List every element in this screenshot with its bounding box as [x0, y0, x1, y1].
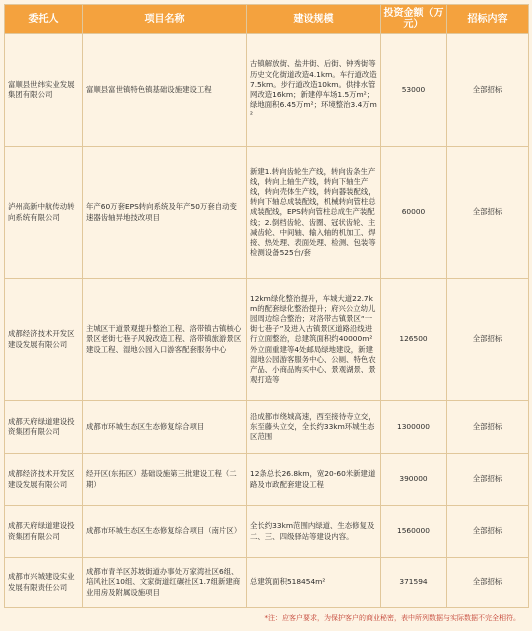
cell-scope: 12条总长26.8km，宽20-60米新建道路及市政配套建设工程 — [247, 454, 381, 506]
header-scope: 建设规模 — [247, 5, 381, 34]
header-client: 委托人 — [5, 5, 83, 34]
cell-amount: 1560000 — [381, 506, 447, 558]
cell-bid: 全部招标 — [447, 454, 529, 506]
table-row — [5, 147, 529, 279]
cell-client: 成都经济技术开发区建设发展有限公司 — [5, 279, 83, 401]
cell-bid: 全部招标 — [447, 558, 529, 608]
cell-project: 成都市环城生态区生态修复综合项目 — [83, 401, 247, 454]
cell-scope: 沿成都市绕城高速，西至接待寺立交，东至藤头立交，全长约33km环城生态区范围 — [247, 401, 381, 454]
cell-bid: 全部招标 — [447, 401, 529, 454]
cell-amount: 390000 — [381, 454, 447, 506]
cell-client: 成都市兴城建设实业发展有限责任公司 — [5, 558, 83, 608]
header-project: 项目名称 — [83, 5, 247, 34]
cell-project: 主城区干道景观提升整治工程、洛带镇古镇核心景区老街七巷子风貌改造工程、洛带镇旅游景区建设工程、湿地公园入口游客配套服务中心 — [83, 279, 247, 401]
cell-scope: 全长约33km范围内绿道、生态修复及二、三、四级驿站等建设内容。 — [247, 506, 381, 558]
cell-project: 经开区(东拓区）基础设施第三批建设工程（二期） — [83, 454, 247, 506]
project-table — [4, 4, 529, 608]
cell-amount: 371594 — [381, 558, 447, 608]
cell-bid: 全部招标 — [447, 506, 529, 558]
cell-client: 成都天府绿道建设投资集团有限公司 — [5, 401, 83, 454]
table-row — [5, 558, 529, 608]
cell-bid: 全部招标 — [447, 147, 529, 279]
cell-scope: 新建1.转向齿轮生产线，转向齿条生产线，转向上轴生产线，转向下轴生产线，转向壳体生产线，转向器装配线，转向下轴总成装配线，机械转向管柱总成装配线，EPS转向管柱总成生产装配线；2.倒档齿轮、齿圈、冠状齿轮、主减齿轮、中间轴、输入轴的机加工、焊接、热处理、表面处理、检测、包装等检测设备525台/套 — [247, 147, 381, 279]
cell-client: 成都天府绿道建设投资集团有限公司 — [5, 506, 83, 558]
document-page — [4, 4, 528, 623]
cell-amount: 53000 — [381, 34, 447, 147]
cell-client: 成都经济技术开发区建设发展有限公司 — [5, 454, 83, 506]
cell-amount: 126500 — [381, 279, 447, 401]
cell-scope: 总建筑面积518454m² — [247, 558, 381, 608]
table-row — [5, 401, 529, 454]
cell-client: 富顺县世纬实业发展集团有限公司 — [5, 34, 83, 147]
cell-amount: 60000 — [381, 147, 447, 279]
footnote: *注：应客户要求，为保护客户的商业秘密，表中所列数据与实际数据不完全相符。 — [264, 614, 520, 622]
cell-project: 富顺县富世镇特色镇基础设施建设工程 — [83, 34, 247, 147]
table-row — [5, 506, 529, 558]
cell-amount: 1300000 — [381, 401, 447, 454]
cell-bid: 全部招标 — [447, 279, 529, 401]
cell-scope: 古镇解放街、盐井街、后街、钟秀街等历史文化街道改造4.1km。车行道改造7.5km。步行道改造10km。供排水管网改造16km；新建停车场1.5万m²；绿地面积6.45万m²；环境整治3.4万m² — [247, 34, 381, 147]
table-header-row — [5, 5, 529, 34]
cell-scope: 12km绿化整治提升，车城大道22.7km的配套绿化整治提升；府兴公立幼儿园周边综合整治；对洛带古镇景区“一街七巷子”及进入古镇景区道路沿线进行立面整治，总建筑面积约40000m²外立面重建等4处邮局绿地建设，新建湿地公园游客服务中心、公厕、特色农产品、小商品购买中心、景观湖景、景观打造等 — [247, 279, 381, 401]
cell-bid: 全部招标 — [447, 34, 529, 147]
table-row — [5, 454, 529, 506]
cell-client: 泸州高新中航传动转向系统有限公司 — [5, 147, 83, 279]
cell-project: 成都市环城生态区生态修复综合项目（南片区） — [83, 506, 247, 558]
table-row — [5, 34, 529, 147]
cell-project: 成都市青羊区苏坡街道办事处万家湾社区6组、培风社区10组、文家街道红碾社区1.7组新建商业用房及附属设施项目 — [83, 558, 247, 608]
cell-project: 年产60万套EPS转向系统及年产50万套自动变速器齿轴异地技改项目 — [83, 147, 247, 279]
table-row — [5, 279, 529, 401]
header-bid: 招标内容 — [447, 5, 529, 34]
header-amount: 投资金额（万元） — [381, 5, 447, 34]
